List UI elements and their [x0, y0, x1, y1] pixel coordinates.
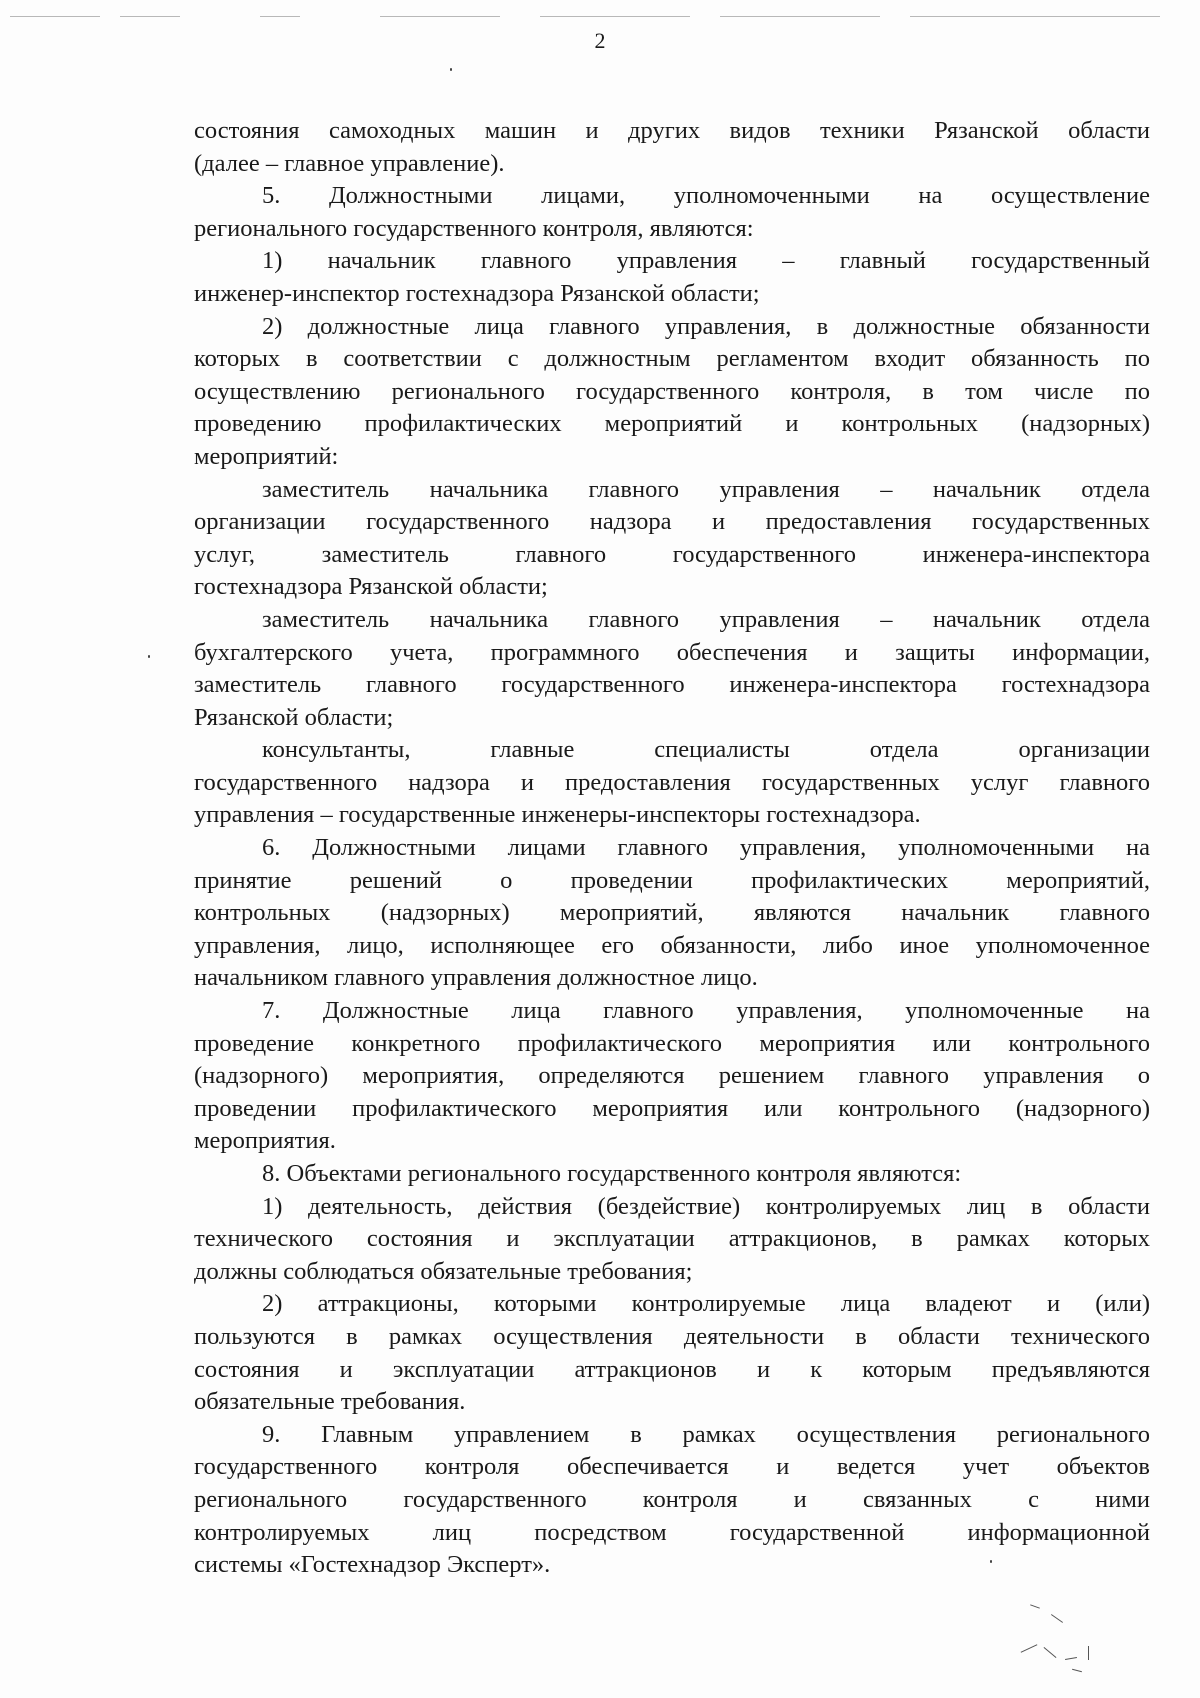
- paragraph-p-cont: [194, 115, 1150, 180]
- text-line: 5. Должностными лицами, уполномоченными на осуществление: [262, 182, 1150, 210]
- paragraph-p9: [194, 1419, 1150, 1582]
- text-line: состояния и эксплуатации аттракционов и к которым предъявляются: [194, 1355, 1150, 1383]
- text-line: 1) начальник главного управления – главный государственный: [262, 247, 1150, 275]
- text-line: системы «Гостехнадзор Эксперт».: [194, 1551, 551, 1579]
- text-line: 2) аттракционы, которыми контролируемые лица владеют и (или): [262, 1290, 1150, 1318]
- paragraph-p7: [194, 995, 1150, 1158]
- scan-speck: [148, 655, 150, 658]
- text-line: Рязанской области;: [194, 703, 394, 731]
- signature-scribble: [1010, 1600, 1130, 1680]
- text-line: пользуются в рамках осуществления деятельности в области технического: [194, 1322, 1150, 1350]
- text-line: обязательные требования.: [194, 1388, 466, 1416]
- text-line: бухгалтерского учета, программного обеспечения и защиты информации,: [194, 638, 1150, 666]
- text-line: 8. Объектами регионального государственного контроля являются:: [262, 1160, 962, 1187]
- text-line: регионального государственного контроля, являются:: [194, 214, 754, 242]
- text-line: проведение конкретного профилактического мероприятия или контрольного: [194, 1029, 1150, 1057]
- text-line: состояния самоходных машин и других видов техники Рязанской области: [194, 117, 1150, 144]
- text-line: гостехнадзора Рязанской области;: [194, 573, 548, 601]
- scan-speck: [450, 68, 452, 71]
- text-line: мероприятий:: [194, 442, 339, 470]
- paragraph-p5-2: [194, 311, 1150, 474]
- page-number: 2: [594, 28, 606, 53]
- text-line: 9. Главным управлением в рамках осуществления регионального: [262, 1420, 1150, 1448]
- paragraph-p5-2a: [194, 474, 1150, 604]
- text-line: (далее – главное управление).: [194, 149, 505, 177]
- text-line: услуг, заместитель главного государственного инженера-инспектора: [194, 540, 1150, 568]
- paragraph-p5-1: [194, 245, 1150, 310]
- text-line: государственного контроля обеспечивается и ведется учет объектов: [194, 1453, 1150, 1481]
- paragraph-p5-2c: [194, 734, 1150, 832]
- text-line: 6. Должностными лицами главного управления, уполномоченными на: [262, 834, 1150, 862]
- text-line: управления, лицо, исполняющее его обязанности, либо иное уполномоченное: [194, 931, 1150, 959]
- text-line: государственного надзора и предоставления государственных услуг главного: [194, 768, 1150, 796]
- paragraph-p8: [194, 1158, 1150, 1191]
- text-line: регионального государственного контроля и связанных с ними: [194, 1485, 1150, 1513]
- text-line: организации государственного надзора и предоставления государственных: [194, 508, 1150, 536]
- document-body: [194, 115, 1150, 1582]
- text-line: мероприятия.: [194, 1127, 336, 1155]
- text-line: 7. Должностные лица главного управления, уполномоченные на: [262, 997, 1150, 1025]
- text-line: консультанты, главные специалисты отдела организации: [262, 736, 1150, 764]
- paragraph-p6: [194, 832, 1150, 995]
- text-line: заместитель главного государственного инженера-инспектора гостехнадзора: [194, 671, 1150, 699]
- paragraph-p8-1: [194, 1191, 1150, 1289]
- text-line: должны соблюдаться обязательные требования;: [194, 1257, 693, 1285]
- paragraph-p5-2b: [194, 604, 1150, 734]
- text-line: инженер-инспектор гостехнадзора Рязанской области;: [194, 279, 760, 307]
- text-line: заместитель начальника главного управления – начальник отдела: [262, 475, 1150, 503]
- scan-edge-artifact: [0, 16, 1200, 20]
- text-line: 2) должностные лица главного управления, в должностные обязанности: [262, 312, 1150, 340]
- text-line: технического состояния и эксплуатации аттракционов, в рамках которых: [194, 1225, 1150, 1253]
- paragraph-p5: [194, 180, 1150, 245]
- text-line: осуществлению регионального государственного контроля, в том числе по: [194, 377, 1150, 405]
- text-line: проведению профилактических мероприятий и контрольных (надзорных): [194, 410, 1150, 438]
- text-line: управления – государственные инженеры-инспекторы гостехнадзора.: [194, 801, 921, 829]
- text-line: (надзорного) мероприятия, определяются решением главного управления о: [194, 1062, 1150, 1090]
- text-line: принятие решений о проведении профилактических мероприятий,: [194, 866, 1150, 894]
- text-line: контролируемых лиц посредством государственной информационной: [194, 1518, 1150, 1546]
- text-line: заместитель начальника главного управления – начальник отдела: [262, 605, 1150, 633]
- text-line: которых в соответствии с должностным регламентом входит обязанность по: [194, 345, 1150, 373]
- text-line: начальником главного управления должностное лицо.: [194, 964, 758, 992]
- paragraph-p8-2: [194, 1288, 1150, 1418]
- text-line: проведении профилактического мероприятия или контрольного (надзорного): [194, 1094, 1150, 1122]
- text-line: 1) деятельность, действия (бездействие) контролируемых лиц в области: [262, 1192, 1150, 1220]
- text-line: контрольных (надзорных) мероприятий, являются начальник главного: [194, 899, 1150, 927]
